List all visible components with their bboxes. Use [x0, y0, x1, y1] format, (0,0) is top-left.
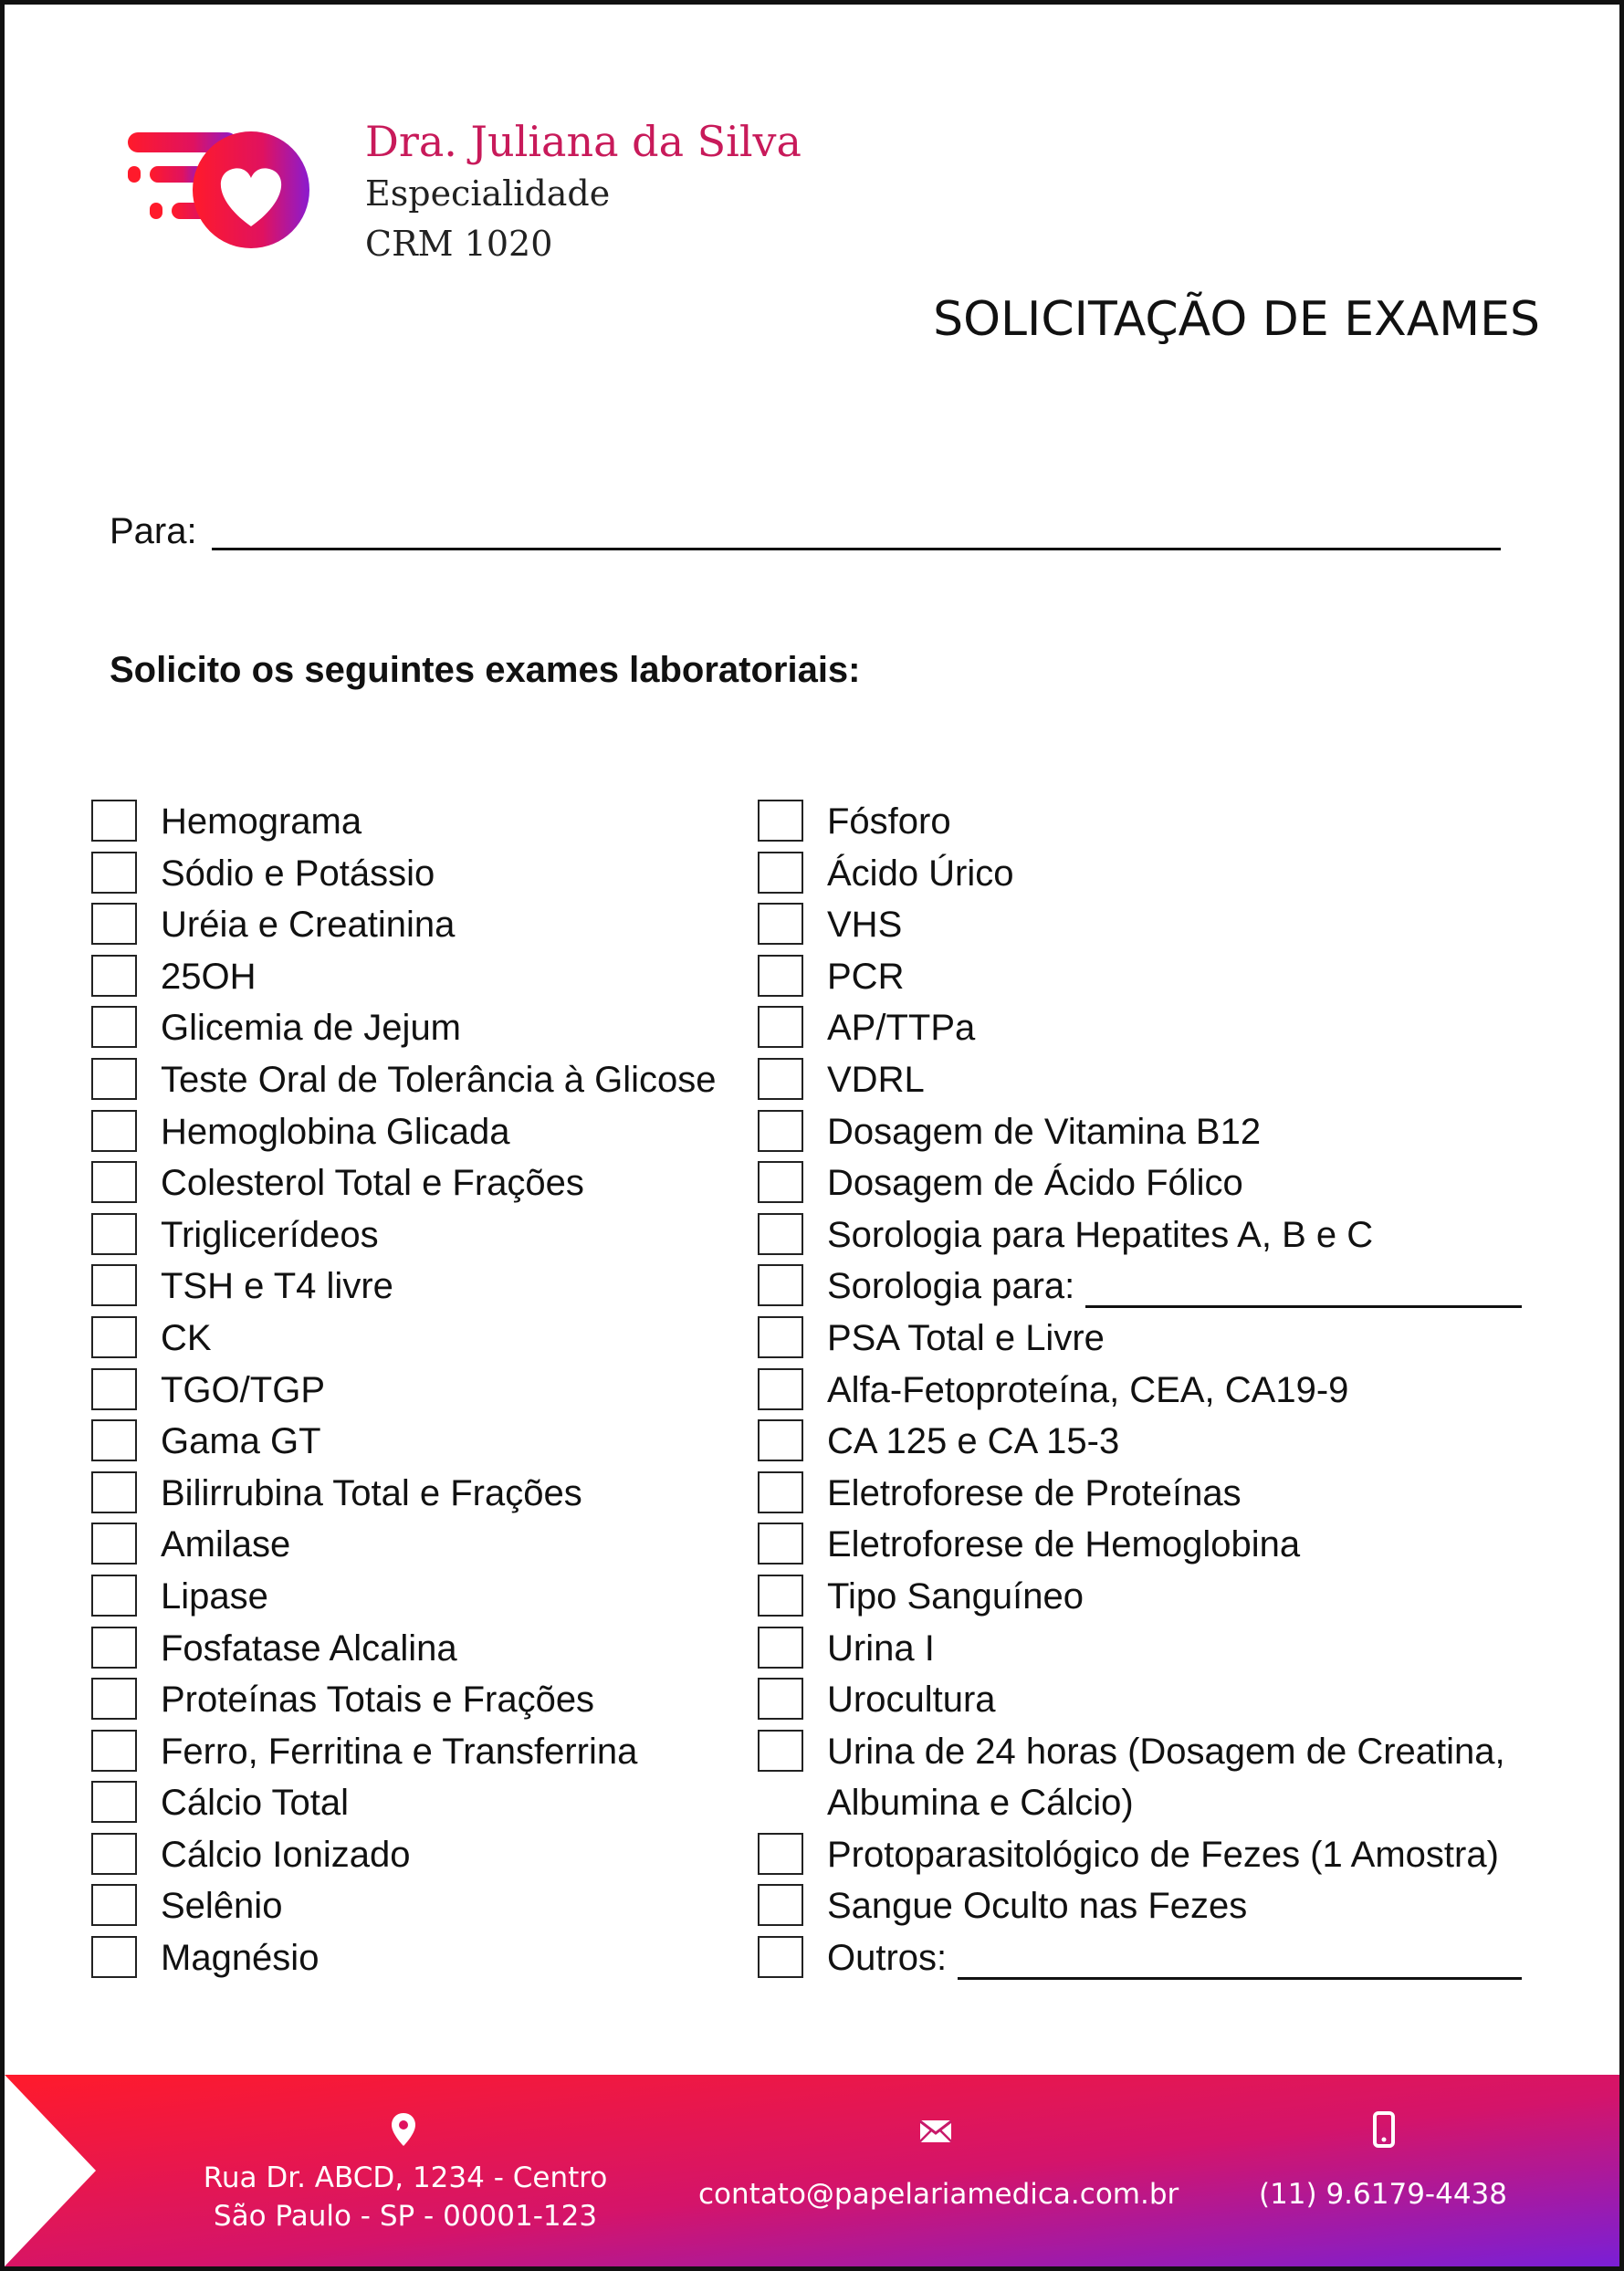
envelope-icon — [917, 2113, 954, 2150]
exam-checkbox[interactable] — [758, 1006, 803, 1048]
exam-label: TSH e T4 livre — [161, 1266, 393, 1307]
exam-checkbox[interactable] — [758, 1316, 803, 1358]
exam-checkbox[interactable] — [91, 1884, 137, 1926]
exam-label: Tipo Sanguíneo — [827, 1575, 1084, 1617]
exam-label: 25OH — [161, 956, 257, 997]
exam-request-intro: Solicito os seguintes exames laboratoriais: — [110, 650, 861, 690]
outros-field[interactable] — [958, 1944, 1522, 1980]
exam-checkbox[interactable] — [91, 1368, 137, 1410]
exam-label: Hemograma — [161, 801, 362, 842]
exam-label: Cálcio Total — [161, 1783, 350, 1824]
exam-label: PSA Total e Livre — [827, 1317, 1105, 1358]
exam-label: Protoparasitológico de Fezes (1 Amostra) — [827, 1834, 1499, 1875]
exam-checkbox[interactable] — [758, 1419, 803, 1461]
exam-checkbox[interactable] — [91, 1627, 137, 1669]
exam-label: Teste Oral de Tolerância à Glicose — [161, 1059, 717, 1100]
exam-checkbox[interactable] — [758, 1110, 803, 1152]
exam-checkbox[interactable] — [758, 1627, 803, 1669]
exam-label: Eletroforese de Proteínas — [827, 1472, 1242, 1513]
exam-label: Eletroforese de Hemoglobina — [827, 1524, 1301, 1565]
exam-checkbox[interactable] — [91, 1264, 137, 1306]
exam-checkbox[interactable] — [91, 1575, 137, 1617]
form-title: SOLICITAÇÃO DE EXAMES — [933, 292, 1540, 347]
exam-checkbox[interactable] — [91, 1678, 137, 1720]
exam-checkbox[interactable] — [91, 1523, 137, 1565]
doctor-crm: CRM 1020 — [365, 224, 553, 264]
exam-checkbox[interactable] — [758, 1936, 803, 1978]
exam-checkbox[interactable] — [91, 800, 137, 842]
exam-checkbox[interactable] — [91, 852, 137, 894]
phone-icon — [1366, 2111, 1402, 2148]
exam-checkbox[interactable] — [91, 1419, 137, 1461]
exam-checkbox[interactable] — [91, 1110, 137, 1152]
exam-checkbox[interactable] — [758, 1213, 803, 1255]
exam-checkbox[interactable] — [758, 1884, 803, 1926]
exam-label: Triglicerídeos — [161, 1214, 379, 1255]
exam-label: Proteínas Totais e Frações — [161, 1680, 595, 1721]
para-field[interactable] — [212, 548, 1501, 550]
exam-label: Cálcio Ionizado — [161, 1834, 411, 1875]
sorologia-field[interactable] — [1085, 1272, 1522, 1308]
exam-checkbox[interactable] — [758, 800, 803, 842]
exam-label: Sorologia para Hepatites A, B e C — [827, 1214, 1374, 1255]
exam-checkbox[interactable] — [91, 955, 137, 997]
exam-label: Colesterol Total e Frações — [161, 1163, 584, 1204]
exam-checkbox[interactable] — [758, 1058, 803, 1100]
exam-label: Urina I — [827, 1627, 935, 1669]
exam-checkbox[interactable] — [758, 1471, 803, 1513]
exam-checkbox[interactable] — [91, 1730, 137, 1772]
exam-label: Sódio e Potássio — [161, 853, 435, 894]
address-line-2: São Paulo - SP - 00001-123 — [213, 2200, 598, 2233]
exam-label: Dosagem de Ácido Fólico — [827, 1163, 1243, 1204]
location-pin-icon — [385, 2111, 422, 2148]
exam-checkbox[interactable] — [758, 1575, 803, 1617]
exam-checkbox[interactable] — [758, 1523, 803, 1565]
exam-checkbox[interactable] — [91, 1213, 137, 1255]
exam-label: TGO/TGP — [161, 1369, 325, 1410]
exam-label: Hemoglobina Glicada — [161, 1111, 510, 1152]
exam-checkbox[interactable] — [758, 1264, 803, 1306]
exam-checkbox[interactable] — [758, 1161, 803, 1203]
exam-label: Urina de 24 horas (Dosagem de Creatina, — [827, 1731, 1505, 1772]
exam-checkbox[interactable] — [91, 1316, 137, 1358]
exam-label: Fosfatase Alcalina — [161, 1627, 457, 1669]
exam-label: Lipase — [161, 1575, 268, 1617]
exam-label: Outros: — [827, 1938, 948, 1979]
exam-checkbox[interactable] — [91, 1781, 137, 1823]
exam-label: Uréia e Creatinina — [161, 905, 456, 946]
exam-checkbox[interactable] — [758, 903, 803, 945]
exam-checkbox[interactable] — [758, 1730, 803, 1772]
exam-checkbox[interactable] — [91, 1006, 137, 1048]
address-line-1: Rua Dr. ABCD, 1234 - Centro — [203, 2161, 608, 2194]
exam-label: Albumina e Cálcio) — [827, 1783, 1134, 1824]
exam-label: Dosagem de Vitamina B12 — [827, 1111, 1262, 1152]
exam-label: Fósforo — [827, 801, 951, 842]
exam-label: AP/TTPa — [827, 1008, 976, 1049]
exam-checkbox[interactable] — [91, 1936, 137, 1978]
exam-label: Gama GT — [161, 1421, 321, 1462]
exam-label: Amilase — [161, 1524, 291, 1565]
exam-checkbox[interactable] — [91, 1471, 137, 1513]
exam-checkbox[interactable] — [91, 1161, 137, 1203]
exam-label-with-field — [827, 1936, 1522, 1980]
doctor-name: Dra. Juliana da Silva — [365, 117, 802, 166]
exam-label: CA 125 e CA 15-3 — [827, 1421, 1120, 1462]
exam-checkbox[interactable] — [758, 1368, 803, 1410]
exam-checkbox[interactable] — [91, 903, 137, 945]
exam-checkbox[interactable] — [91, 1058, 137, 1100]
exam-checkbox[interactable] — [758, 955, 803, 997]
exam-label: VDRL — [827, 1059, 925, 1100]
exam-label: Sorologia para: — [827, 1266, 1075, 1307]
exam-label: Bilirrubina Total e Frações — [161, 1472, 582, 1513]
exam-label: PCR — [827, 956, 905, 997]
exam-checkbox[interactable] — [758, 852, 803, 894]
exam-label-with-field — [827, 1264, 1522, 1308]
exam-label: Ferro, Ferritina e Transferrina — [161, 1731, 638, 1772]
exam-label: Alfa-Fetoproteína, CEA, CA19-9 — [827, 1369, 1349, 1410]
exam-label: Selênio — [161, 1886, 283, 1927]
exam-checkbox[interactable] — [758, 1833, 803, 1875]
exam-label: Magnésio — [161, 1938, 320, 1979]
exam-label: Sangue Oculto nas Fezes — [827, 1886, 1248, 1927]
exam-label: VHS — [827, 905, 903, 946]
exam-label: CK — [161, 1317, 212, 1358]
exam-checkbox[interactable] — [91, 1833, 137, 1875]
para-label: Para: — [110, 511, 197, 551]
contact-email[interactable]: contato@papelariamedica.com.br — [698, 2178, 1179, 2211]
heart-speed-icon — [128, 128, 320, 256]
exam-label: Ácido Úrico — [827, 853, 1014, 894]
doctor-specialty: Especialidade — [365, 173, 611, 214]
contact-phone[interactable]: (11) 9.6179-4438 — [1258, 2178, 1508, 2211]
exam-label: Glicemia de Jejum — [161, 1008, 462, 1049]
exam-label: Urocultura — [827, 1680, 996, 1721]
footer-contact-bar — [5, 2075, 1619, 2266]
exam-checkbox[interactable] — [758, 1678, 803, 1720]
